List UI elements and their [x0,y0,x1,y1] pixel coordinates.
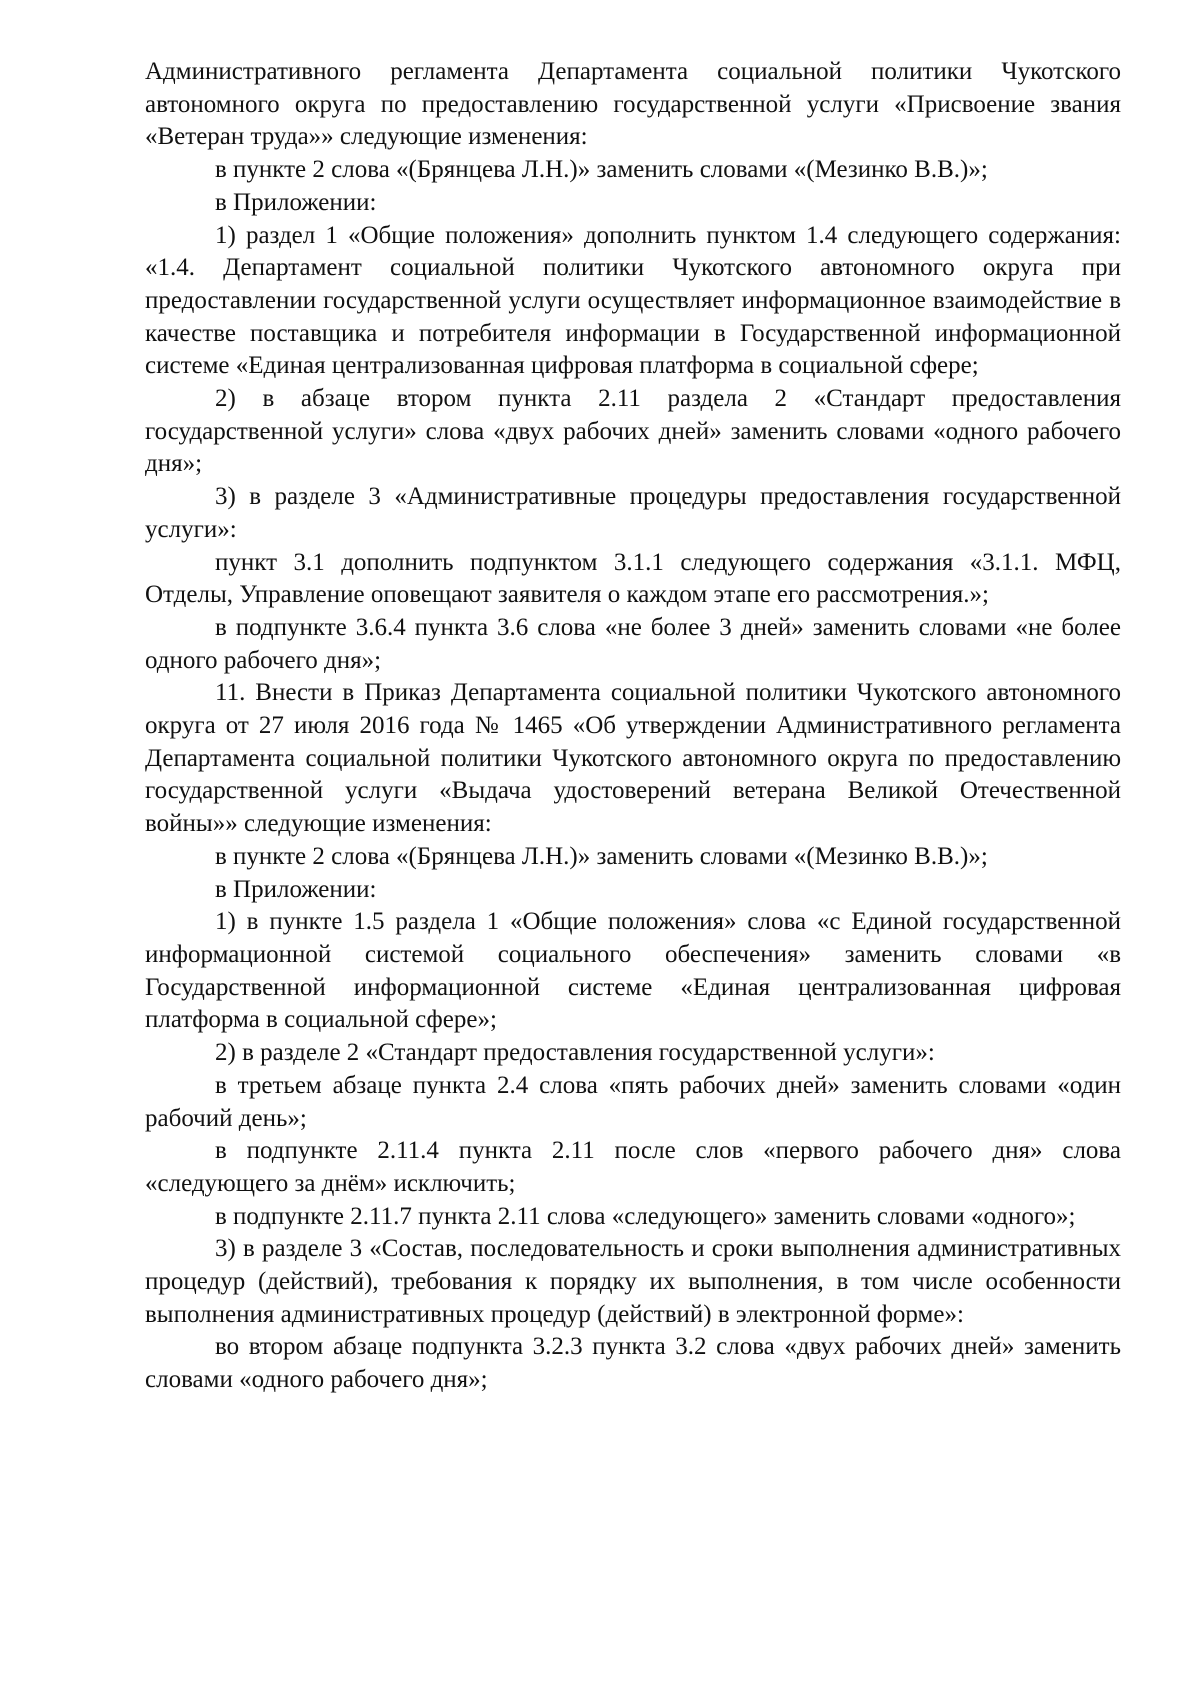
paragraph-section-3-composition: 3) в разделе 3 «Состав, последовательность и сроки выполнения административных процедур (действий), требования к порядку их выполнения, в том числе особенности выполнения административных процедур (действий) в электронной форме»: [145,1235,1121,1328]
paragraph-continuation: Административного регламента Департамента социальной политики Чукотского автономного округа по предоставлению государственной услуги «Присвоение звания «Ветеран труда»» следующие изменения: [145,58,1121,151]
paragraph-item-2-replacement-2: в пункте 2 слова «(Брянцева Л.Н.)» заменить словами «(Мезинко В.В.)»; [215,842,988,870]
paragraph-section-1-addition: 1) раздел 1 «Общие положения» дополнить пунктом 1.4 следующего содержания: «1.4. Департамент социальной политики Чукотского автономного округа при предоставлении государственной услуги осуществляет информационное взаимодействие в качестве поставщика и потребителя информации в Государственной информационной системе «Единая централизованная цифровая платформа в социальной сфере; [145,221,1121,380]
paragraph-section-2-change: 2) в абзаце втором пункта 2.11 раздела 2 «Стандарт предоставления государственной услуги» слова «двух рабочих дней» заменить словами «одного рабочего дня»; [145,385,1121,478]
paragraph-point-1-5-change: 1) в пункте 1.5 раздела 1 «Общие положения» слова «с Единой государственной информационной системой социального обеспечения» заменить словами «в Государственной информационной системе «Единая централизованная цифровая платформа в социальной сфере»; [145,908,1121,1034]
paragraph-order-11: 11. Внести в Приказ Департамента социальной политики Чукотского автономного округа от 27 июля 2016 года № 1465 «Об утверждении Административного регламента Департамента социальной политики Чукотского автономного округа по предоставлению государственной услуги «Выдача удостоверений ветерана Великой Отечественной войны»» следующие изменения: [145,679,1121,838]
document-page [145,56,1121,1397]
paragraph-point-2-4-change: в третьем абзаце пункта 2.4 слова «пять рабочих дней» заменить словами «один рабочий день»; [145,1071,1121,1132]
paragraph-subpoint-3-6-4: в подпункте 3.6.4 пункта 3.6 слова «не более 3 дней» заменить словами «не более одного рабочего дня»; [145,613,1121,674]
paragraph-item-2-replacement: в пункте 2 слова «(Брянцева Л.Н.)» заменить словами «(Мезинко В.В.)»; [215,156,988,184]
paragraph-in-appendix: в Приложении: [215,188,377,216]
paragraph-section-2-intro: 2) в разделе 2 «Стандарт предоставления государственной услуги»: [215,1039,935,1067]
paragraph-subpoint-2-11-7: в подпункте 2.11.7 пункта 2.11 слова «следующего» заменить словами «одного»; [215,1202,1076,1230]
paragraph-subpoint-3-2-3: во втором абзаце подпункта 3.2.3 пункта 3.2 слова «двух рабочих дней» заменить словами «одного рабочего дня»; [145,1333,1121,1394]
paragraph-section-3-intro: 3) в разделе 3 «Административные процедуры предоставления государственной услуги»: [145,483,1121,543]
paragraph-in-appendix-2: в Приложении: [215,875,377,903]
paragraph-subpoint-2-11-4: в подпункте 2.11.4 пункта 2.11 после слов «первого рабочего дня» слова «следующего за днём» исключить; [145,1137,1121,1197]
paragraph-subpoint-3-1-1: пункт 3.1 дополнить подпунктом 3.1.1 следующего содержания «3.1.1. МФЦ, Отделы, Управление оповещают заявителя о каждом этапе его рассмотрения.»; [145,548,1121,609]
